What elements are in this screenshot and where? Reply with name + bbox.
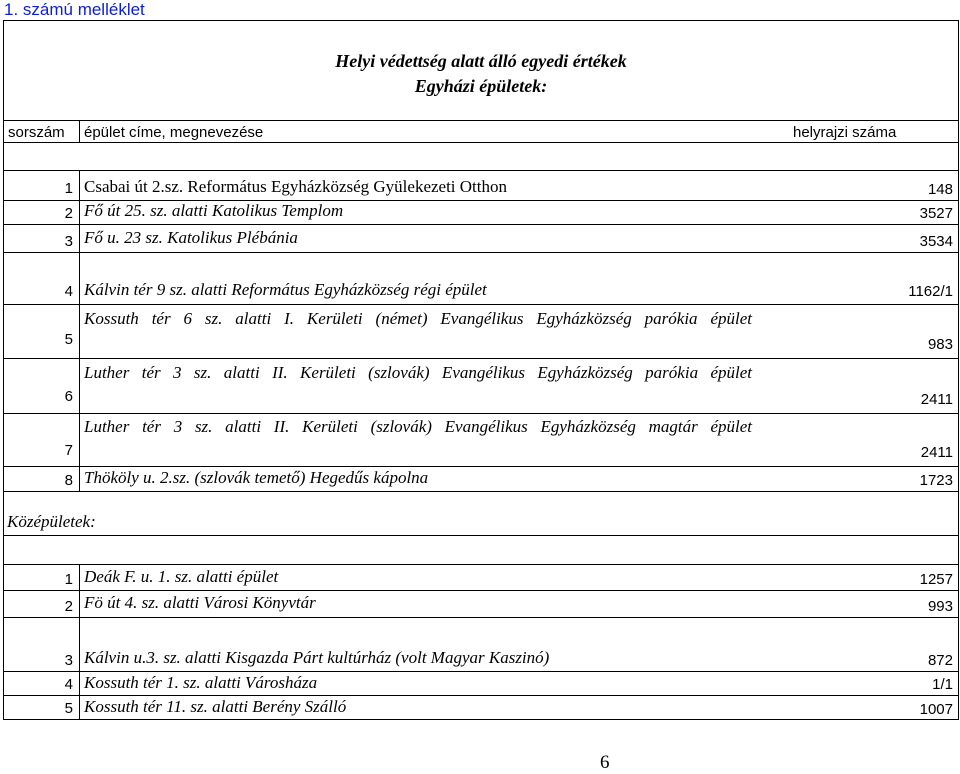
header-divider-bottom: [3, 142, 959, 143]
row-divider: [3, 671, 959, 672]
church-column-divider: [79, 170, 80, 492]
row-divider: [3, 252, 959, 253]
row-number: 3: [64, 652, 73, 669]
row-number: 2: [64, 205, 73, 222]
row-divider: [3, 466, 959, 467]
row-divider: [3, 224, 959, 225]
building-name: Kossuth tér 6 sz. alatti I. Kerületi (német) Evangélikus Egyházközség parókia épület: [84, 309, 752, 328]
row-divider: [3, 413, 959, 414]
row-divider: [3, 358, 959, 359]
title-line-1: Helyi védettség alatt álló egyedi értékek: [335, 51, 627, 71]
column-header-name: épület címe, megnevezése: [84, 124, 264, 141]
building-name: Fő u. 23 sz. Katolikus Plébánia: [84, 228, 298, 247]
header-divider-top: [3, 120, 959, 121]
plot-number: 872: [927, 652, 953, 669]
row-divider: [3, 695, 959, 696]
row-number: 6: [64, 388, 73, 405]
row-number: 3: [64, 233, 73, 250]
plot-number: 1723: [919, 472, 953, 489]
plot-number: 1/1: [932, 676, 953, 693]
row-number: 7: [64, 442, 73, 459]
table-border-right: [958, 20, 959, 720]
row-number: 2: [64, 598, 73, 615]
row-number: 5: [64, 700, 73, 717]
row-divider: [3, 491, 959, 492]
plot-number: 983: [927, 336, 953, 353]
row-number: 1: [64, 180, 73, 197]
plot-number: 993: [927, 598, 953, 615]
row-divider: [3, 617, 959, 618]
building-name: Kossuth tér 1. sz. alatti Városháza: [84, 673, 318, 692]
plot-number: 1007: [919, 701, 953, 718]
table-border-top: [3, 20, 959, 21]
heritage-table: [3, 20, 959, 720]
building-name: Kossuth tér 11. sz. alatti Berény Szálló: [84, 697, 347, 716]
plot-number: 2411: [920, 391, 953, 408]
row-number: 4: [64, 283, 73, 300]
row-number: 4: [64, 676, 73, 693]
building-name: Fő út 25. sz. alatti Katolikus Templom: [84, 201, 344, 220]
header-column-divider: [79, 120, 80, 142]
title-line-2: Egyházi épületek:: [414, 76, 548, 96]
row-divider: [3, 590, 959, 591]
plot-number: 3534: [919, 233, 953, 250]
building-name: Luther tér 3 sz. alatti II. Kerületi (szlovák) Evangélikus Egyházközség parókia épület: [84, 363, 752, 382]
building-name: Luther tér 3 sz. alatti II. Kerületi (szlovák) Evangélikus Egyházközség magtár épület: [84, 417, 752, 436]
public-buildings-heading: Középületek:: [7, 512, 96, 531]
column-header-number: sorszám: [8, 124, 65, 141]
plot-number: 1257: [919, 571, 953, 588]
building-name: Kálvin tér 9 sz. alatti Református Egyházközség régi épület: [84, 280, 487, 299]
public-block-top: [3, 564, 959, 565]
table-border-bottom: [3, 719, 959, 720]
plot-number: 2411: [920, 444, 953, 461]
table-border-left: [3, 20, 4, 720]
plot-number: 1162/1: [908, 283, 953, 300]
row-number: 5: [64, 331, 73, 348]
church-block-top: [3, 170, 959, 171]
public-column-divider: [79, 564, 80, 720]
column-header-plot: helyrajzi száma: [793, 124, 897, 141]
building-name: Thököly u. 2.sz. (szlovák temető) Hegedűs kápolna: [84, 468, 429, 487]
plot-number: 3527: [919, 205, 953, 222]
row-divider: [3, 304, 959, 305]
building-name: Kálvin u.3. sz. alatti Kisgazda Párt kultúrház (volt Magyar Kaszinó): [84, 648, 550, 667]
building-name: Deák F. u. 1. sz. alatti épület: [84, 567, 279, 586]
row-number: 8: [64, 472, 73, 489]
row-number: 1: [64, 571, 73, 588]
page-number: 6: [600, 752, 610, 773]
public-heading-divider: [3, 535, 959, 536]
annex-label: 1. számú melléklet: [4, 0, 145, 19]
plot-number: 148: [927, 181, 953, 198]
building-name: Csabai út 2.sz. Református Egyházközség Gyülekezeti Otthon: [84, 177, 507, 196]
building-name: Fö út 4. sz. alatti Városi Könyvtár: [84, 593, 316, 612]
